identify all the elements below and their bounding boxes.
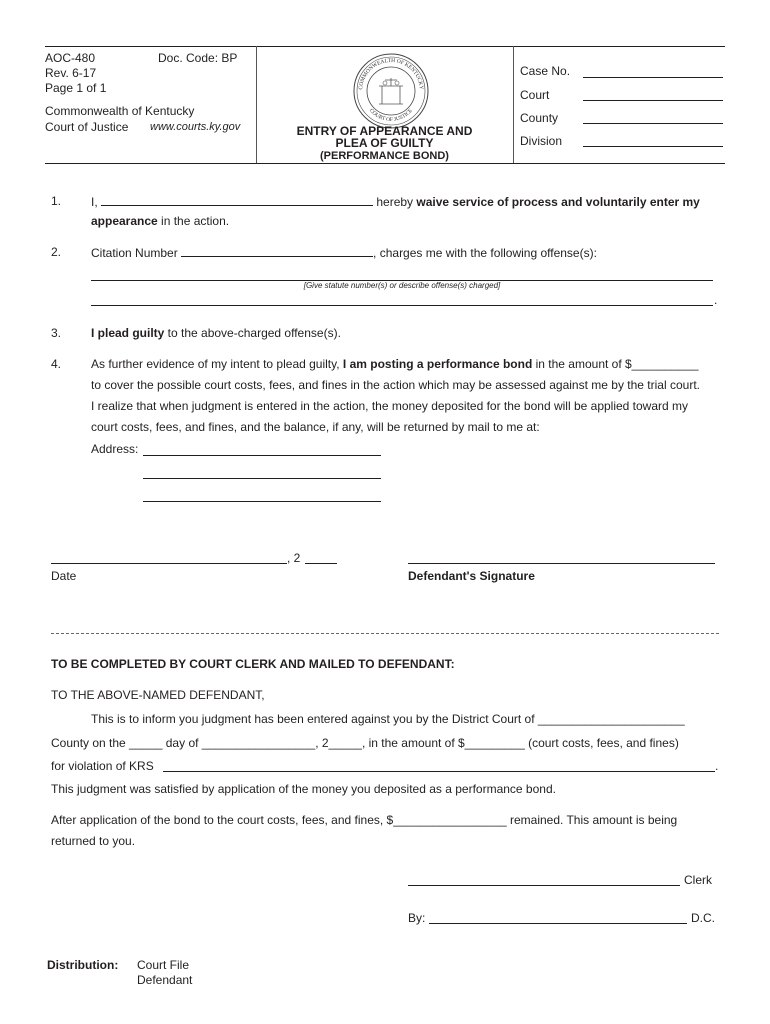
form-title-line1: ENTRY OF APPEARANCE AND <box>296 124 473 138</box>
case-no-field[interactable] <box>583 77 723 78</box>
county-on-line: County on the _____ day of _________________, 2_____, in the amount of $_________ (court costs, fees, and fines) <box>51 736 679 750</box>
item-4-line2: to cover the possible court costs, fees, and fines in the action which may be assessed against me by the trial court. <box>91 378 700 392</box>
name-field[interactable] <box>101 194 373 206</box>
item-1-bold: waive service of process and voluntarily enter my <box>416 195 700 209</box>
website-link[interactable]: www.courts.ky.gov <box>150 121 241 133</box>
item-1-bold2: appearance <box>91 214 158 228</box>
page-number: Page 1 of 1 <box>45 81 107 95</box>
defendant-signature-label: Defendant's Signature <box>408 569 535 583</box>
dc-label: D.C. <box>691 911 715 925</box>
item-1-mid: hereby <box>376 195 417 209</box>
krs-period: . <box>715 759 719 773</box>
form-title-line2: PLEA OF GUILTY <box>335 136 434 150</box>
item-1-end: in the action. <box>157 214 230 228</box>
header-divider-right <box>513 46 514 163</box>
item-2-text <box>91 245 597 260</box>
header-bottom-rule <box>45 163 725 164</box>
defendant-signature-field[interactable] <box>408 563 715 564</box>
item-1-number: 1. <box>51 194 62 208</box>
year-prefix: , 2 <box>287 551 301 565</box>
clerk-label: Clerk <box>684 873 713 887</box>
bond-amount-field[interactable]: in the amount of $__________ <box>532 357 699 371</box>
clerk-signature-field[interactable] <box>408 885 680 886</box>
item-3-text <box>91 326 341 340</box>
kentucky-seal <box>352 52 430 130</box>
case-no-label: Case No. <box>520 64 571 78</box>
krs-label: for violation of KRS <box>51 759 154 773</box>
item-4-line4: court costs, fees, and fines, and the balance, if any, will be returned by mail to me at: <box>91 420 540 434</box>
offense-period: . <box>714 293 718 307</box>
svg-text:COURT OF JUSTICE: COURT OF JUSTICE <box>367 107 415 124</box>
cut-line <box>51 633 719 634</box>
satisfied-line: This judgment was satisfied by application of the money you deposited as a performance bond. <box>51 782 556 796</box>
plead-guilty-bold: I plead guilty <box>91 326 165 340</box>
division-label: Division <box>520 134 563 148</box>
header-top-rule <box>45 46 725 47</box>
county-label: County <box>520 111 559 125</box>
year-field[interactable] <box>305 563 337 564</box>
court-of-justice-label: Court of Justice <box>45 120 129 134</box>
county-field[interactable] <box>583 123 723 124</box>
inform-line: This is to inform you judgment has been entered against you by the District Court of ______________________ <box>91 712 685 726</box>
date-label: Date <box>51 569 77 583</box>
performance-bond-bold: I am posting a performance bond <box>342 357 533 371</box>
form-title-line3: (PERFORMANCE BOND) <box>320 150 449 162</box>
court-label: Court <box>520 88 550 102</box>
svg-text:COMMONWEALTH OF KENTUCKY: COMMONWEALTH OF KENTUCKY <box>357 57 425 90</box>
deputy-clerk-field[interactable] <box>429 923 687 924</box>
item-4-line3: I realize that when judgment is entered in the action, the money deposited for the bond will be applied toward my <box>91 399 689 413</box>
item-1-prefix: I, <box>91 195 98 209</box>
to-defendant-line: TO THE ABOVE-NAMED DEFENDANT, <box>51 688 265 702</box>
offense-field-2[interactable] <box>91 305 713 306</box>
item-2-number: 2. <box>51 245 62 259</box>
krs-field[interactable] <box>163 771 715 772</box>
date-field[interactable] <box>51 563 287 564</box>
item-4-line1 <box>91 357 698 371</box>
distribution-defendant: Defendant <box>137 973 193 987</box>
item-3-number: 3. <box>51 326 62 340</box>
by-label: By: <box>408 911 426 925</box>
address-field-1[interactable] <box>143 455 381 456</box>
doc-code: Doc. Code: BP <box>158 51 238 65</box>
form-number: AOC-480 <box>45 51 96 65</box>
address-label: Address: <box>91 442 139 456</box>
item-2-suffix: , charges me with the following offense(s): <box>373 246 597 260</box>
after-line-1: After application of the bond to the court costs, fees, and fines, $_________________ remained. This amount is being <box>51 813 678 827</box>
revision: Rev. 6-17 <box>45 66 97 80</box>
offense-caption: [Give statute number(s) or describe offense(s) charged] <box>303 281 501 290</box>
distribution-court-file: Court File <box>137 958 190 972</box>
commonwealth-label: Commonwealth of Kentucky <box>45 104 195 118</box>
citation-label: Citation Number <box>91 246 178 260</box>
clerk-heading: TO BE COMPLETED BY COURT CLERK AND MAILED TO DEFENDANT: <box>51 657 455 671</box>
division-field[interactable] <box>583 146 723 147</box>
item-4-a: As further evidence of my intent to plead guilty, <box>91 357 343 371</box>
item-3-rest: to the above-charged offense(s). <box>164 326 341 340</box>
item-1-text <box>91 194 700 209</box>
address-field-2[interactable] <box>143 478 381 479</box>
item-4-number: 4. <box>51 357 62 371</box>
citation-number-field[interactable] <box>181 245 373 257</box>
after-line-2: returned to you. <box>51 834 136 848</box>
item-1-line2 <box>91 214 229 228</box>
court-field[interactable] <box>583 100 723 101</box>
distribution-label: Distribution: <box>47 958 119 972</box>
address-field-3[interactable] <box>143 501 381 502</box>
